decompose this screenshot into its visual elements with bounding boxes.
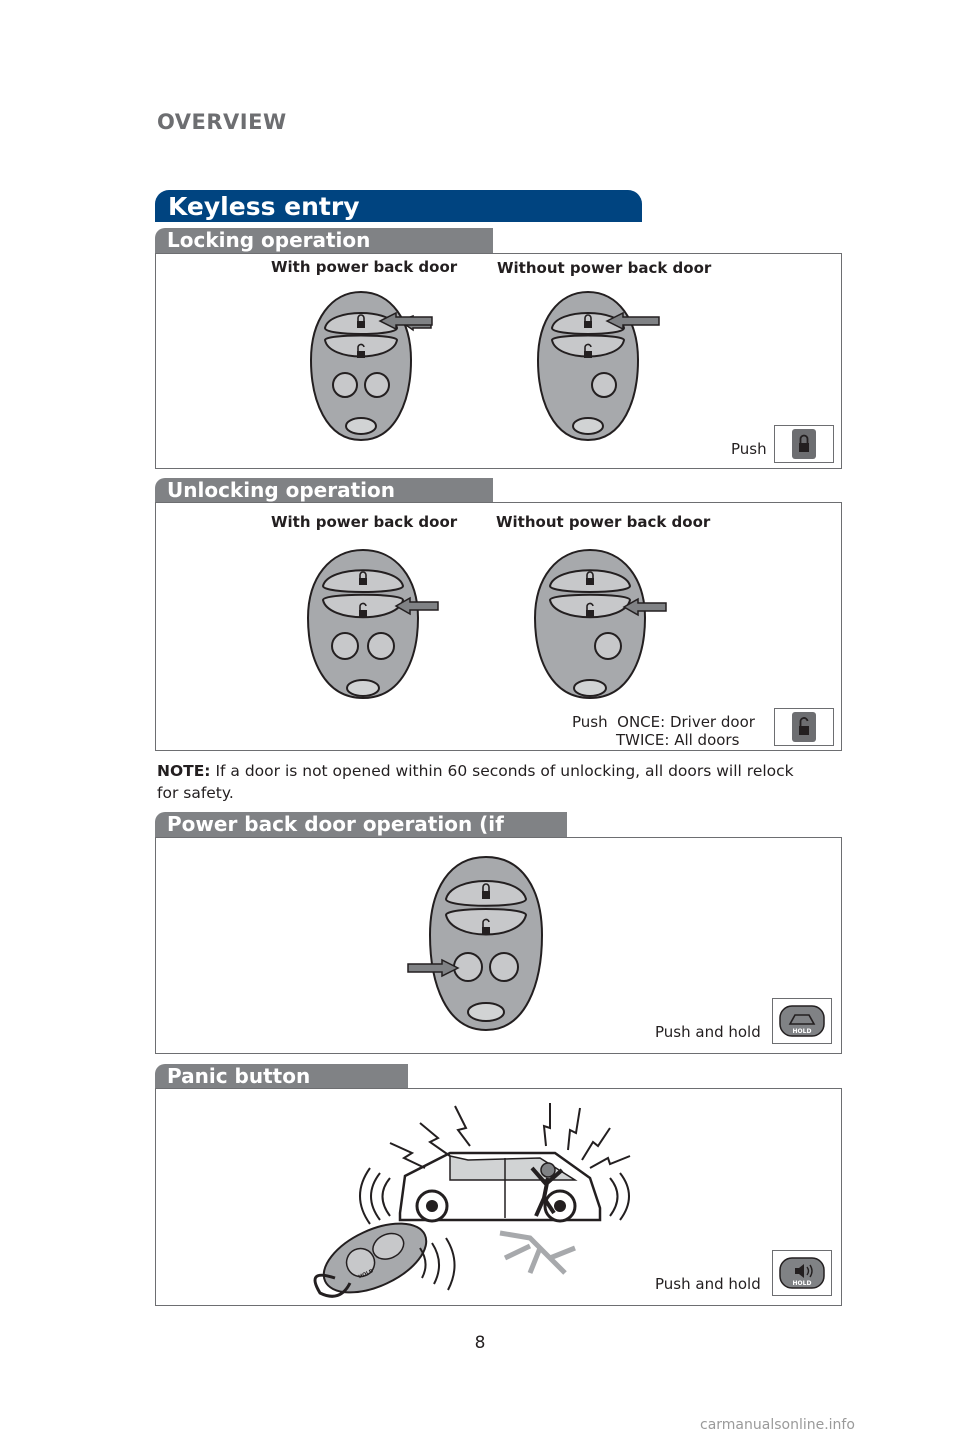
svg-text:HOLD: HOLD [357,1268,375,1281]
lock-icon [774,425,834,463]
back-door-hold-icon [772,998,832,1044]
page-title: OVERVIEW [157,110,287,134]
power-back-door-instruction: Push and hold [655,1023,761,1041]
key-fob-with-back-door [308,548,418,703]
unlocking-right-label: Without power back door [496,513,711,531]
panic-instruction: Push and hold [655,1275,761,1293]
key-fob-without-back-door [535,548,645,703]
page-number: 8 [474,1333,486,1353]
section-title: Keyless entry [168,192,360,221]
arrow-icon [380,312,432,330]
note [157,760,817,804]
arrow-icon [396,597,438,615]
note-label: NOTE: [157,762,211,780]
locking-left-label: With power back door [271,258,458,276]
locking-right-label: Without power back door [497,259,712,277]
unlocking-instruction-line2: TWICE: All doors [616,731,740,749]
locking-instruction: Push [731,440,767,458]
power-back-door-header: Power back door operation (if [155,812,567,837]
panic-illustration [300,1098,640,1303]
arrow-icon [607,312,659,330]
locking-panel [155,253,842,469]
unlocking-left-label: With power back door [271,513,458,531]
note-text: If a door is not opened within 60 seconds of unlocking, all doors will relock for safety. [157,762,794,802]
panic-header: Panic button [155,1064,408,1089]
unlocking-instruction-line1: Push ONCE: Driver door [572,713,755,731]
arrow-icon [408,959,458,977]
arrow-icon [624,598,666,616]
watermark: carmanualsonline.info [700,1417,855,1433]
svg-text:HOLD: HOLD [792,1028,812,1035]
key-fob-with-back-door [430,855,542,1035]
locking-header: Locking operation [155,228,493,253]
unlocking-header: Unlocking operation [155,478,493,503]
panic-hold-icon [772,1250,832,1296]
unlock-icon [774,708,834,746]
svg-text:HOLD: HOLD [792,1280,812,1287]
